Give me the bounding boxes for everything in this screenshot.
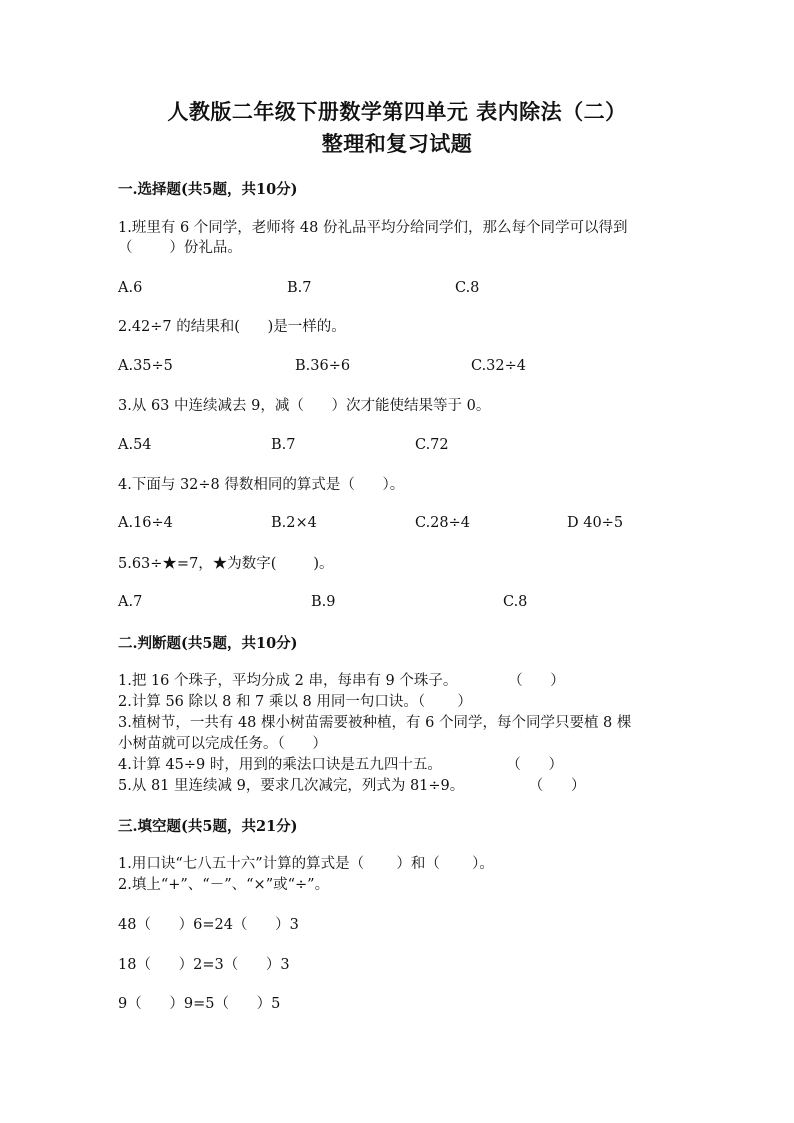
question-5-option-a: A.7 [118, 594, 143, 610]
judgement-item-2: 2.计算 56 除以 8 和 7 乘以 8 用同一句口诀。（ ） [118, 694, 472, 710]
question-2-option-a: A.35÷5 [118, 358, 173, 374]
judgement-item-4: 4.计算 45÷9 时，用到的乘法口诀是五九四十五。 （ ） [118, 757, 564, 773]
section-heading-multiple-choice: 一.选择题(共5题，共10分) [118, 181, 298, 198]
page-subtitle: 整理和复习试题 [321, 131, 473, 156]
question-1-option-a: A.6 [118, 280, 143, 296]
fill-item-1: 1.用口诀“七八五十六”计算的算式是（ ）和（ ）。 [118, 856, 494, 872]
question-4-option-c: C.28÷4 [415, 515, 471, 531]
question-4-option-b: B.2×4 [271, 515, 317, 531]
fill-equation-3: 9（ ）9=5（ ）5 [118, 996, 281, 1012]
question-4-option-a: A.16÷4 [118, 515, 173, 531]
judgement-item-3-line-1: 3.植树节，一共有 48 棵小树苗需要被种植，有 6 个同学，每个同学只要植 8 棵 [118, 715, 632, 731]
question-5-option-b: B.9 [311, 594, 336, 610]
question-3-option-c: C.72 [415, 437, 449, 453]
question-3: 3.从 63 中连续减去 9，减（ ）次才能使结果等于 0。 [118, 398, 491, 414]
judgement-item-5: 5.从 81 里连续减 9，要求几次减完，列式为 81÷9。 （ ） [118, 778, 586, 794]
judgement-item-3-line-2: 小树苗就可以完成任务。（ ） [118, 736, 327, 752]
question-2: 2.42÷7 的结果和( )是一样的。 [118, 319, 346, 335]
judgement-item-1: 1.把 16 个珠子，平均分成 2 串，每串有 9 个珠子。 （ ） [118, 673, 565, 689]
question-1-option-c: C.8 [455, 280, 480, 296]
question-4: 4.下面与 32÷8 得数相同的算式是（ ）。 [118, 477, 405, 493]
question-5: 5.63÷★=7，★为数字( )。 [118, 556, 334, 572]
fill-item-2: 2.填上“+”、“－”、“×”或“÷”。 [118, 877, 330, 893]
question-5-option-c: C.8 [503, 594, 528, 610]
question-3-option-a: A.54 [118, 437, 152, 453]
question-2-option-c: C.32÷4 [471, 358, 527, 374]
fill-equation-2: 18（ ）2=3（ ）3 [118, 957, 290, 973]
page-title: 人教版二年级下册数学第四单元 表内除法（二） [167, 99, 627, 124]
section-heading-true-false: 二.判断题(共5题，共10分) [118, 635, 298, 652]
question-4-option-d: D 40÷5 [567, 515, 624, 531]
question-3-option-b: B.7 [271, 437, 296, 453]
question-2-option-b: B.36÷6 [295, 358, 351, 374]
fill-equation-1: 48（ ）6=24（ ）3 [118, 917, 299, 933]
question-1-line-2: （ ）份礼品。 [118, 240, 242, 256]
section-heading-fill-in: 三.填空题(共5题，共21分) [118, 818, 298, 835]
question-1-option-b: B.7 [287, 280, 312, 296]
question-1-line-1: 1.班里有 6 个同学，老师将 48 份礼品平均分给同学们，那么每个同学可以得到 [118, 220, 628, 236]
